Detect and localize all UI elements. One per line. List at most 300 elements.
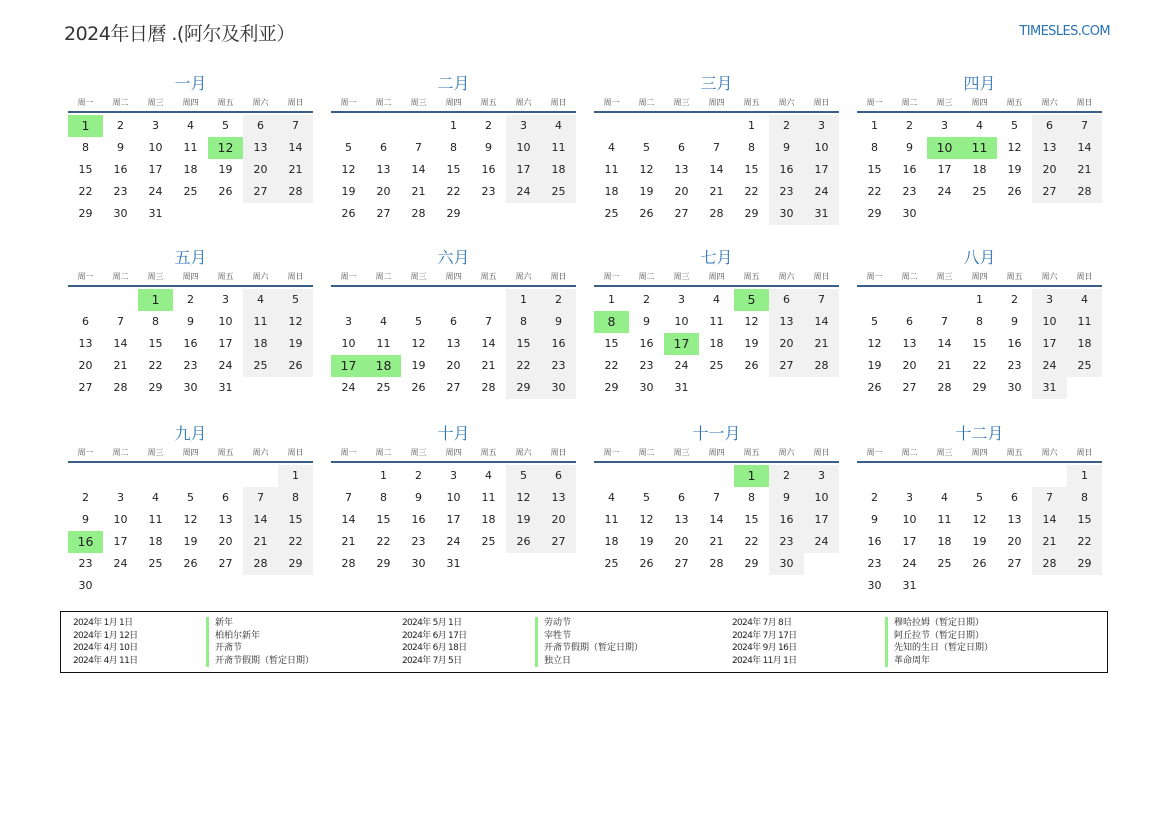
- day-grid: [68, 289, 313, 399]
- day-cell: 26: [744, 359, 759, 372]
- day-cell: 5: [278, 289, 313, 311]
- day-cell: 27: [376, 207, 391, 220]
- weekday-label: 周六: [1041, 448, 1058, 457]
- day-cell: 10: [446, 491, 461, 504]
- month-block: [594, 422, 839, 575]
- weekday-label: 周日: [813, 98, 830, 107]
- day-cell: 17: [937, 163, 952, 176]
- day-cell: 19: [639, 185, 654, 198]
- day-cell: 30: [639, 381, 654, 394]
- day-cell: 12: [183, 513, 198, 526]
- day-cell: 11: [243, 311, 278, 333]
- day-cell: 16: [411, 513, 426, 526]
- day-cell: 11: [937, 513, 952, 526]
- day-cell: 26: [411, 381, 426, 394]
- day-cell: 23: [183, 359, 198, 372]
- day-cell: 15: [148, 337, 163, 350]
- day-cell: 15: [446, 163, 461, 176]
- day-cell: 3: [506, 115, 541, 137]
- weekday-label: 周二: [375, 98, 392, 107]
- day-cell: 13: [769, 311, 804, 333]
- day-cell: 13: [674, 163, 689, 176]
- day-cell: 26: [341, 207, 356, 220]
- day-cell: 26: [218, 185, 233, 198]
- day-cell: 29: [148, 381, 163, 394]
- day-cell: 28: [709, 207, 724, 220]
- day-cell: 11: [376, 337, 391, 350]
- day-cell: 13: [902, 337, 917, 350]
- day-cell: 31: [1032, 377, 1067, 399]
- day-grid: [857, 115, 1102, 225]
- weekday-label: 周二: [901, 98, 918, 107]
- day-cell: 19: [183, 535, 198, 548]
- day-cell: 22: [604, 359, 619, 372]
- weekday-label: 周六: [778, 272, 795, 281]
- weekday-label: 周四: [708, 272, 725, 281]
- day-grid: [594, 289, 839, 399]
- month-block: [857, 72, 1102, 225]
- day-cell: 27: [218, 557, 233, 570]
- day-cell: 22: [78, 185, 93, 198]
- day-cell: 24: [218, 359, 233, 372]
- day-cell: 24: [1032, 355, 1067, 377]
- day-cell: 31: [446, 557, 461, 570]
- weekday-label: 周日: [287, 98, 304, 107]
- day-cell: 15: [744, 163, 759, 176]
- day-cell: 17: [446, 513, 461, 526]
- day-cell: 28: [411, 207, 426, 220]
- legend-holiday-name: 开斋节: [206, 642, 242, 655]
- site-link[interactable]: TIMESLES.COM: [1019, 24, 1110, 39]
- day-cell: 21: [804, 333, 839, 355]
- day-cell: 20: [218, 535, 233, 548]
- day-cell: 20: [78, 359, 93, 372]
- weekday-label: 周一: [866, 272, 883, 281]
- weekday-label: 周一: [77, 448, 94, 457]
- day-cell: 29: [744, 207, 759, 220]
- holiday-day-cell: 10: [927, 137, 962, 159]
- day-cell: 9: [187, 315, 194, 328]
- day-cell: 24: [341, 381, 356, 394]
- month-name: 七月: [700, 248, 733, 267]
- weekday-label: 周四: [971, 98, 988, 107]
- legend-holiday-name: 新年: [206, 617, 233, 630]
- day-cell: 25: [1067, 355, 1102, 377]
- empty-cell: [997, 465, 1032, 487]
- day-cell: 9: [415, 491, 422, 504]
- empty-cell: [366, 289, 401, 311]
- day-cell: 10: [218, 315, 233, 328]
- day-cell: 7: [415, 141, 422, 154]
- day-cell: 5: [1011, 119, 1018, 132]
- day-cell: 5: [187, 491, 194, 504]
- day-cell: 4: [541, 115, 576, 137]
- day-cell: 19: [278, 333, 313, 355]
- month-name: 六月: [437, 248, 470, 267]
- weekday-label: 周日: [813, 448, 830, 457]
- day-cell: 6: [541, 465, 576, 487]
- day-cell: 17: [804, 159, 839, 181]
- day-cell: 30: [769, 203, 804, 225]
- day-cell: 30: [411, 557, 426, 570]
- month-block: [594, 246, 839, 399]
- day-cell: 25: [183, 185, 198, 198]
- day-cell: 21: [709, 535, 724, 548]
- day-cell: 4: [1067, 289, 1102, 311]
- empty-cell: [366, 115, 401, 137]
- day-cell: 2: [117, 119, 124, 132]
- legend-date: 2024年 5月 1日: [402, 618, 462, 628]
- day-cell: 19: [341, 185, 356, 198]
- day-cell: 9: [906, 141, 913, 154]
- day-cell: 28: [804, 355, 839, 377]
- day-cell: 10: [1032, 311, 1067, 333]
- day-cell: 12: [411, 337, 426, 350]
- empty-cell: [927, 289, 962, 311]
- day-cell: 10: [804, 137, 839, 159]
- day-cell: 16: [639, 337, 654, 350]
- day-cell: 23: [113, 185, 128, 198]
- day-grid: [857, 465, 1102, 597]
- day-cell: 8: [1067, 487, 1102, 509]
- day-cell: 5: [643, 141, 650, 154]
- day-cell: 9: [871, 513, 878, 526]
- day-cell: 6: [450, 315, 457, 328]
- day-cell: 21: [341, 535, 356, 548]
- day-cell: 11: [709, 315, 724, 328]
- day-cell: 22: [376, 535, 391, 548]
- day-cell: 30: [769, 553, 804, 575]
- empty-cell: [471, 289, 506, 311]
- month-block: [857, 246, 1102, 399]
- day-cell: 4: [152, 491, 159, 504]
- day-cell: 24: [113, 557, 128, 570]
- empty-cell: [331, 289, 366, 311]
- day-cell: 1: [871, 119, 878, 132]
- day-cell: 23: [78, 557, 93, 570]
- day-cell: 26: [278, 355, 313, 377]
- empty-cell: [68, 289, 103, 311]
- weekday-label: 周二: [638, 448, 655, 457]
- legend-date: 2024年 9月 16日: [732, 643, 797, 654]
- weekday-label: 周三: [673, 272, 690, 281]
- weekday-label: 周二: [375, 448, 392, 457]
- weekday-label: 周一: [603, 272, 620, 281]
- day-cell: 25: [709, 359, 724, 372]
- month-name: 十月: [437, 424, 470, 443]
- day-cell: 20: [1007, 535, 1022, 548]
- legend-date: 2024年 1月 12日: [73, 630, 138, 641]
- day-cell: 18: [972, 163, 987, 176]
- empty-cell: [138, 465, 173, 487]
- day-cell: 13: [446, 337, 461, 350]
- day-cell: 3: [345, 315, 352, 328]
- day-cell: 28: [937, 381, 952, 394]
- day-cell: 10: [804, 487, 839, 509]
- day-cell: 2: [906, 119, 913, 132]
- day-cell: 20: [769, 333, 804, 355]
- day-cell: 2: [82, 491, 89, 504]
- day-cell: 26: [972, 557, 987, 570]
- day-cell: 27: [78, 381, 93, 394]
- day-cell: 2: [1011, 293, 1018, 306]
- holiday-day-cell: 16: [68, 531, 103, 553]
- day-cell: 30: [867, 579, 882, 592]
- weekday-label: 周三: [147, 448, 164, 457]
- weekday-label: 周六: [515, 448, 532, 457]
- day-cell: 25: [541, 181, 576, 203]
- legend-holiday-name: 先知的生日（暂定日期）: [885, 642, 993, 655]
- day-cell: 7: [1032, 487, 1067, 509]
- day-cell: 21: [243, 531, 278, 553]
- day-cell: 27: [541, 531, 576, 553]
- day-cell: 16: [1007, 337, 1022, 350]
- day-cell: 3: [678, 293, 685, 306]
- day-cell: 14: [1032, 509, 1067, 531]
- day-cell: 17: [113, 535, 128, 548]
- day-cell: 4: [608, 491, 615, 504]
- day-cell: 19: [972, 535, 987, 548]
- day-cell: 18: [709, 337, 724, 350]
- empty-cell: [436, 289, 471, 311]
- day-cell: 22: [278, 531, 313, 553]
- empty-cell: [103, 289, 138, 311]
- day-cell: 8: [152, 315, 159, 328]
- day-cell: 1: [976, 293, 983, 306]
- day-cell: 27: [674, 557, 689, 570]
- day-cell: 6: [82, 315, 89, 328]
- legend-holiday-name: 阿丘拉节（暂定日期）: [885, 630, 984, 643]
- day-cell: 28: [1067, 181, 1102, 203]
- weekday-label: 周三: [936, 448, 953, 457]
- day-cell: 1: [1067, 465, 1102, 487]
- day-cell: 16: [541, 333, 576, 355]
- day-cell: 20: [243, 159, 278, 181]
- day-cell: 15: [972, 337, 987, 350]
- weekday-header: [68, 271, 313, 287]
- day-cell: 11: [604, 163, 619, 176]
- day-cell: 28: [709, 557, 724, 570]
- legend-holiday-name: 宰牲节: [535, 630, 571, 643]
- day-cell: 12: [867, 337, 882, 350]
- weekday-header: [331, 447, 576, 463]
- legend-date: 2024年 6月 18日: [402, 643, 467, 654]
- day-cell: 4: [380, 315, 387, 328]
- weekday-header: [68, 447, 313, 463]
- day-cell: 4: [243, 289, 278, 311]
- day-cell: 1: [506, 289, 541, 311]
- day-cell: 3: [450, 469, 457, 482]
- day-cell: 15: [506, 333, 541, 355]
- day-cell: 16: [769, 509, 804, 531]
- day-cell: 24: [937, 185, 952, 198]
- weekday-label: 周四: [445, 448, 462, 457]
- day-cell: 27: [243, 181, 278, 203]
- day-cell: 18: [541, 159, 576, 181]
- empty-cell: [401, 115, 436, 137]
- day-cell: 4: [976, 119, 983, 132]
- weekday-label: 周五: [1006, 448, 1023, 457]
- weekday-label: 周六: [778, 448, 795, 457]
- empty-cell: [962, 465, 997, 487]
- day-cell: 6: [678, 491, 685, 504]
- empty-cell: [401, 289, 436, 311]
- day-cell: 20: [1032, 159, 1067, 181]
- day-cell: 14: [937, 337, 952, 350]
- day-cell: 5: [415, 315, 422, 328]
- weekday-label: 周六: [252, 98, 269, 107]
- month-name: 十二月: [955, 424, 1004, 443]
- weekday-label: 周五: [480, 448, 497, 457]
- day-cell: 30: [78, 579, 93, 592]
- empty-cell: [103, 465, 138, 487]
- legend-date: 2024年 6月 17日: [402, 630, 467, 641]
- weekday-label: 周日: [1076, 98, 1093, 107]
- day-cell: 8: [82, 141, 89, 154]
- legend-date: 2024年 4月 11日: [73, 655, 138, 666]
- legend-holiday-name: 柏柏尔新年: [206, 630, 260, 643]
- day-cell: 7: [1067, 115, 1102, 137]
- day-cell: 25: [972, 185, 987, 198]
- day-cell: 4: [187, 119, 194, 132]
- day-cell: 18: [937, 535, 952, 548]
- day-cell: 25: [148, 557, 163, 570]
- day-cell: 7: [243, 487, 278, 509]
- day-cell: 4: [485, 469, 492, 482]
- day-cell: 5: [871, 315, 878, 328]
- day-cell: 10: [674, 315, 689, 328]
- day-cell: 9: [541, 311, 576, 333]
- weekday-label: 周四: [971, 272, 988, 281]
- day-cell: 10: [902, 513, 917, 526]
- day-cell: 28: [113, 381, 128, 394]
- day-cell: 9: [769, 487, 804, 509]
- day-cell: 12: [744, 315, 759, 328]
- day-cell: 19: [218, 163, 233, 176]
- day-cell: 11: [183, 141, 198, 154]
- month-name: 一月: [174, 74, 207, 93]
- legend-date: 2024年 1月 1日: [73, 618, 133, 628]
- day-cell: 22: [744, 185, 759, 198]
- weekday-label: 周二: [375, 272, 392, 281]
- day-cell: 11: [604, 513, 619, 526]
- weekday-label: 周五: [743, 448, 760, 457]
- day-cell: 28: [243, 553, 278, 575]
- day-cell: 8: [278, 487, 313, 509]
- day-cell: 7: [941, 315, 948, 328]
- day-grid: [68, 115, 313, 225]
- empty-cell: [857, 289, 892, 311]
- weekday-header: [68, 97, 313, 113]
- day-cell: 31: [148, 207, 163, 220]
- day-cell: 5: [222, 119, 229, 132]
- day-cell: 16: [183, 337, 198, 350]
- day-cell: 29: [446, 207, 461, 220]
- day-cell: 23: [769, 181, 804, 203]
- holiday-day-cell: 17: [664, 333, 699, 355]
- weekday-label: 周五: [480, 272, 497, 281]
- day-cell: 3: [906, 491, 913, 504]
- day-cell: 14: [243, 509, 278, 531]
- day-cell: 6: [678, 141, 685, 154]
- day-grid: [331, 115, 576, 225]
- legend-date: 2024年 11月 1日: [732, 655, 797, 666]
- day-cell: 12: [506, 487, 541, 509]
- day-cell: 28: [278, 181, 313, 203]
- day-cell: 3: [222, 293, 229, 306]
- month-block: [68, 72, 313, 225]
- weekday-label: 周一: [77, 98, 94, 107]
- day-cell: 23: [902, 185, 917, 198]
- day-cell: 22: [148, 359, 163, 372]
- day-cell: 28: [481, 381, 496, 394]
- weekday-label: 周二: [638, 98, 655, 107]
- day-cell: 12: [639, 513, 654, 526]
- day-cell: 31: [902, 579, 917, 592]
- day-cell: 8: [450, 141, 457, 154]
- day-cell: 7: [804, 289, 839, 311]
- weekday-label: 周一: [340, 448, 357, 457]
- day-cell: 30: [902, 207, 917, 220]
- day-cell: 2: [541, 289, 576, 311]
- month-name: 三月: [700, 74, 733, 93]
- month-name: 十一月: [692, 424, 741, 443]
- weekday-label: 周五: [1006, 272, 1023, 281]
- legend-holiday-name: 开斋节假期（暂定日期）: [206, 655, 314, 668]
- weekday-label: 周五: [1006, 98, 1023, 107]
- day-cell: 1: [278, 465, 313, 487]
- day-cell: 25: [376, 381, 391, 394]
- day-cell: 13: [674, 513, 689, 526]
- day-cell: 6: [380, 141, 387, 154]
- day-cell: 14: [709, 513, 724, 526]
- day-cell: 9: [82, 513, 89, 526]
- empty-cell: [664, 465, 699, 487]
- day-cell: 14: [481, 337, 496, 350]
- day-cell: 7: [278, 115, 313, 137]
- month-block: [68, 246, 313, 399]
- day-cell: 19: [744, 337, 759, 350]
- holiday-day-cell: 1: [734, 465, 769, 487]
- day-cell: 22: [972, 359, 987, 372]
- day-cell: 29: [376, 557, 391, 570]
- day-cell: 13: [1007, 513, 1022, 526]
- day-cell: 20: [674, 535, 689, 548]
- day-cell: 26: [639, 557, 654, 570]
- day-cell: 16: [481, 163, 496, 176]
- day-cell: 18: [183, 163, 198, 176]
- day-cell: 11: [1067, 311, 1102, 333]
- day-cell: 16: [113, 163, 128, 176]
- day-cell: 14: [113, 337, 128, 350]
- day-cell: 16: [867, 535, 882, 548]
- day-cell: 13: [376, 163, 391, 176]
- day-cell: 29: [78, 207, 93, 220]
- day-cell: 9: [485, 141, 492, 154]
- weekday-label: 周日: [813, 272, 830, 281]
- day-cell: 19: [506, 509, 541, 531]
- day-cell: 24: [804, 531, 839, 553]
- day-cell: 17: [1032, 333, 1067, 355]
- legend-date: 2024年 7月 8日: [732, 618, 792, 628]
- weekday-header: [594, 271, 839, 287]
- holiday-day-cell: 11: [962, 137, 997, 159]
- day-cell: 15: [1067, 509, 1102, 531]
- day-cell: 28: [1032, 553, 1067, 575]
- legend-date: 2024年 4月 10日: [73, 643, 138, 654]
- weekday-label: 周二: [112, 448, 129, 457]
- holiday-day-cell: 12: [208, 137, 243, 159]
